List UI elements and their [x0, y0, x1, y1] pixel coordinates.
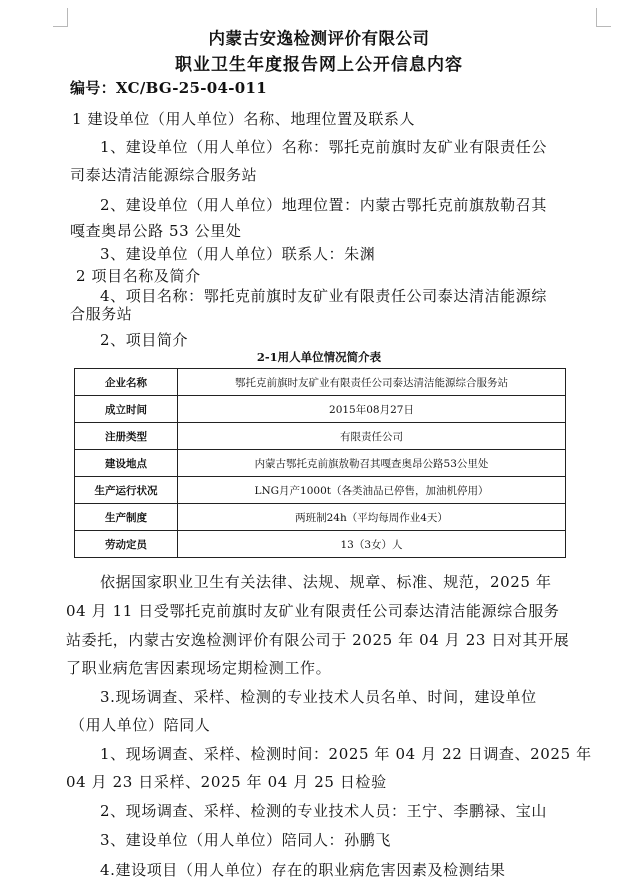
table-value-cell: 有限责任公司	[178, 423, 566, 450]
paragraph-line: 了职业病危害因素现场定期检测工作。	[66, 659, 332, 677]
table-key-cell: 建设地点	[75, 450, 178, 477]
table-row	[75, 423, 566, 450]
table-value-cell: 两班制24h（平均每周作业4天）	[178, 504, 566, 531]
table-value-cell: LNG月产1000t（各类油品已停售，加油机停用）	[178, 477, 566, 504]
table-key-cell: 生产制度	[75, 504, 178, 531]
unit-name-line-2: 司泰达清洁能源综合服务站	[70, 166, 258, 184]
escort-person: 3、建设单位（用人单位）陪同人：孙鹏飞	[100, 831, 391, 849]
paragraph-line: 站委托，内蒙古安逸检测评价有限公司于 2025 年 04 月 23 日对其开展	[66, 631, 570, 649]
paragraph-line: 04 月 11 日受鄂托克前旗时友矿业有限责任公司泰达清洁能源综合服务	[66, 602, 560, 620]
unit-info-table	[74, 368, 566, 558]
section-3-heading-line-2: （用人单位）陪同人	[70, 716, 211, 734]
unit-location-line-2: 嘎查奥昂公路 53 公里处	[70, 222, 242, 240]
survey-time-line-2: 04 月 23 日采样、2025 年 04 月 25 日检验	[66, 773, 387, 791]
table-row	[75, 504, 566, 531]
table-key-cell: 注册类型	[75, 423, 178, 450]
document-number: 编号：XC/BG-25-04-011	[70, 79, 267, 97]
table-value-cell: 鄂托克前旗时友矿业有限责任公司泰达清洁能源综合服务站	[178, 369, 566, 396]
project-name-line-1: 4、项目名称：鄂托克前旗时友矿业有限责任公司泰达清洁能源综	[100, 287, 547, 305]
table-value-cell: 2015年08月27日	[178, 396, 566, 423]
table-value-cell: 内蒙古鄂托克前旗敖勒召其嘎查奥昂公路53公里处	[178, 450, 566, 477]
table-key-cell: 企业名称	[75, 369, 178, 396]
table-caption: 2-1用人单位情况简介表	[256, 350, 382, 364]
table-row	[75, 531, 566, 558]
table-row	[75, 450, 566, 477]
paragraph-line: 依据国家职业卫生有关法律、法规、规章、标准、规范，2025 年	[100, 573, 552, 591]
company-name: 内蒙古安逸检测评价有限公司	[208, 29, 430, 48]
table-value-cell: 13（3女）人	[178, 531, 566, 558]
unit-location-line-1: 2、建设单位（用人单位）地理位置：内蒙古鄂托克前旗敖勒召其	[100, 196, 547, 214]
table-row	[75, 477, 566, 504]
table-key-cell: 成立时间	[75, 396, 178, 423]
unit-contact: 3、建设单位（用人单位）联系人：朱渊	[100, 245, 376, 263]
section-4-heading: 4.建设项目（用人单位）存在的职业病危害因素及检测结果	[100, 861, 506, 879]
table-key-cell: 生产运行状况	[75, 477, 178, 504]
section-2-heading: 2 项目名称及简介	[76, 267, 201, 285]
survey-time-line-1: 1、现场调查、采样、检测时间：2025 年 04 月 22 日调查、2025 年	[100, 745, 592, 763]
project-name-line-2: 合服务站	[70, 305, 133, 323]
document-title: 职业卫生年度报告网上公开信息内容	[175, 55, 463, 75]
technical-staff: 2、现场调查、采样、检测的专业技术人员：王宁、李鹏禄、宝山	[100, 802, 547, 820]
section-3-heading-line-1: 3.现场调查、采样、检测的专业技术人员名单、时间，建设单位	[100, 688, 537, 706]
table-row	[75, 396, 566, 423]
unit-name-line-1: 1、建设单位（用人单位）名称：鄂托克前旗时友矿业有限责任公	[100, 138, 547, 156]
project-intro-heading: 2、项目简介	[100, 331, 189, 349]
table-row	[75, 369, 566, 396]
table-key-cell: 劳动定员	[75, 531, 178, 558]
section-1-heading: 1 建设单位（用人单位）名称、地理位置及联系人	[72, 110, 416, 128]
